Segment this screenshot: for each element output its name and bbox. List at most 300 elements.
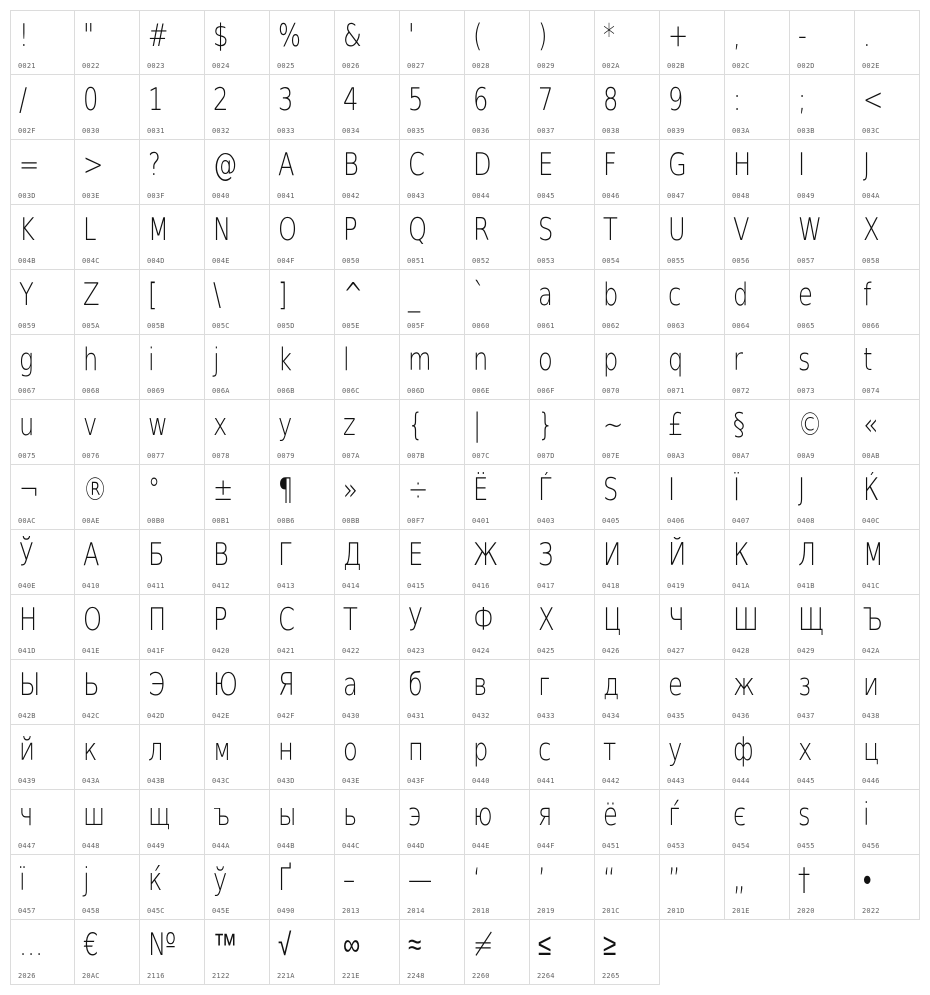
glyph-sample: 7: [538, 82, 554, 118]
glyph-codepoint-label: 0454: [732, 842, 750, 850]
glyph-codepoint-label: 0431: [407, 712, 425, 720]
glyph-cell: [465, 595, 530, 660]
glyph-sample: П: [148, 602, 167, 638]
glyph-cell: [400, 75, 465, 140]
glyph-codepoint-label: 044A: [212, 842, 230, 850]
glyph-codepoint-label: 044F: [537, 842, 555, 850]
glyph-cell: [660, 790, 725, 855]
glyph-codepoint-label: 0023: [147, 62, 165, 70]
glyph-sample: в: [473, 667, 488, 703]
glyph-sample: ё: [603, 797, 618, 833]
glyph-codepoint-label: 0455: [797, 842, 815, 850]
glyph-sample: %: [278, 18, 301, 54]
glyph-codepoint-label: 0079: [277, 452, 295, 460]
glyph-codepoint-label: 2122: [212, 972, 230, 980]
glyph-cell: [465, 660, 530, 725]
glyph-cell: [10, 335, 75, 400]
glyph-sample: ‘: [473, 862, 481, 898]
glyph-sample: R: [473, 212, 490, 248]
glyph-sample: ¬: [19, 472, 40, 508]
glyph-codepoint-label: 0046: [602, 192, 620, 200]
glyph-sample: e: [798, 277, 813, 313]
glyph-codepoint-label: 00B0: [147, 517, 165, 525]
glyph-cell: [725, 270, 790, 335]
glyph-cell: [75, 465, 140, 530]
glyph-cell: [855, 400, 920, 465]
glyph-codepoint-label: 007A: [342, 452, 360, 460]
glyph-sample: м: [213, 732, 232, 768]
glyph-sample: v: [83, 407, 98, 443]
glyph-codepoint-label: 006D: [407, 387, 425, 395]
glyph-sample: l: [343, 342, 350, 378]
glyph-sample: «: [863, 407, 878, 443]
glyph-codepoint-label: 0408: [797, 517, 815, 525]
glyph-sample: 3: [278, 82, 294, 118]
glyph-codepoint-label: 004C: [82, 257, 100, 265]
glyph-codepoint-label: 0425: [537, 647, 555, 655]
glyph-sample: E: [538, 147, 554, 183]
glyph-sample: ь: [343, 797, 358, 833]
glyph-codepoint-label: 0435: [667, 712, 685, 720]
glyph-cell: [140, 595, 205, 660]
glyph-sample: Q: [408, 212, 428, 248]
glyph-cell: [75, 140, 140, 205]
glyph-sample: ∞: [343, 927, 361, 963]
glyph-sample: S: [538, 212, 554, 248]
glyph-sample: у: [668, 732, 683, 768]
glyph-codepoint-label: 0035: [407, 127, 425, 135]
glyph-codepoint-label: 0048: [732, 192, 750, 200]
glyph-sample: Ў: [19, 537, 34, 573]
glyph-cell: [595, 205, 660, 270]
glyph-codepoint-label: 0068: [82, 387, 100, 395]
glyph-sample: 6: [473, 82, 489, 118]
glyph-codepoint-label: 005E: [342, 322, 360, 330]
glyph-cell: [790, 465, 855, 530]
glyph-codepoint-label: 00B6: [277, 517, 295, 525]
glyph-codepoint-label: 0021: [18, 62, 36, 70]
glyph-codepoint-label: 0056: [732, 257, 750, 265]
glyph-sample: ј: [83, 862, 90, 898]
glyph-cell: [205, 400, 270, 465]
glyph-codepoint-label: 0057: [797, 257, 815, 265]
glyph-cell: [10, 660, 75, 725]
glyph-sample: „: [733, 862, 746, 898]
glyph-codepoint-label: 043B: [147, 777, 165, 785]
glyph-cell: [335, 790, 400, 855]
glyph-sample: g: [19, 342, 34, 378]
glyph-codepoint-label: 201E: [732, 907, 750, 915]
glyph-sample: У: [408, 602, 423, 638]
glyph-codepoint-label: 0026: [342, 62, 360, 70]
glyph-codepoint-label: 006E: [472, 387, 490, 395]
glyph-codepoint-label: 041E: [82, 647, 100, 655]
glyph-sample: z: [343, 407, 356, 443]
glyph-codepoint-label: 002D: [797, 62, 815, 70]
glyph-sample: З: [538, 537, 554, 573]
glyph-codepoint-label: 0051: [407, 257, 425, 265]
glyph-cell: [790, 10, 855, 75]
glyph-cell: [660, 400, 725, 465]
glyph-sample: Г: [278, 537, 292, 573]
glyph-codepoint-label: 0039: [667, 127, 685, 135]
glyph-codepoint-label: 004A: [862, 192, 880, 200]
glyph-cell: [855, 75, 920, 140]
glyph-codepoint-label: 0034: [342, 127, 360, 135]
glyph-sample: а: [343, 667, 358, 703]
glyph-codepoint-label: 0025: [277, 62, 295, 70]
glyph-sample: ’: [538, 862, 546, 898]
glyph-sample: +: [668, 18, 689, 54]
glyph-cell: [725, 465, 790, 530]
glyph-cell: [855, 140, 920, 205]
glyph-sample: Ј: [798, 472, 806, 508]
glyph-sample: !: [19, 18, 29, 54]
glyph-cell: [660, 465, 725, 530]
glyph-cell: [465, 205, 530, 270]
glyph-codepoint-label: 005D: [277, 322, 295, 330]
glyph-codepoint-label: 0022: [82, 62, 100, 70]
glyph-sample: =: [19, 147, 40, 183]
glyph-cell: [530, 790, 595, 855]
glyph-sample: є: [733, 797, 747, 833]
glyph-codepoint-label: 004F: [277, 257, 295, 265]
glyph-codepoint-label: 221E: [342, 972, 360, 980]
glyph-codepoint-label: 006A: [212, 387, 230, 395]
glyph-cell: [335, 270, 400, 335]
glyph-cell: [270, 530, 335, 595]
glyph-sample: ,: [733, 18, 741, 54]
glyph-cell: [725, 10, 790, 75]
glyph-codepoint-label: 043D: [277, 777, 295, 785]
glyph-cell: [400, 465, 465, 530]
glyph-codepoint-label: 002E: [862, 62, 880, 70]
glyph-cell: [270, 790, 335, 855]
glyph-cell: [75, 205, 140, 270]
glyph-sample: n: [473, 342, 489, 378]
glyph-sample: ): [538, 18, 548, 54]
glyph-cell: [530, 10, 595, 75]
glyph-codepoint-label: 0040: [212, 192, 230, 200]
glyph-cell: [335, 400, 400, 465]
glyph-codepoint-label: 0411: [147, 582, 165, 590]
glyph-codepoint-label: 0053: [537, 257, 555, 265]
glyph-sample: б: [408, 667, 423, 703]
glyph-cell: [270, 10, 335, 75]
glyph-sample: •: [863, 862, 872, 898]
glyph-cell: [10, 530, 75, 595]
glyph-codepoint-label: 0058: [862, 257, 880, 265]
glyph-codepoint-label: 0451: [602, 842, 620, 850]
glyph-sample: Ы: [19, 667, 41, 703]
glyph-cell: [465, 400, 530, 465]
glyph-sample: М: [863, 537, 884, 573]
glyph-codepoint-label: 005A: [82, 322, 100, 330]
glyph-cell: [205, 10, 270, 75]
glyph-cell: [10, 270, 75, 335]
glyph-sample: y: [278, 407, 293, 443]
glyph-sample: Ъ: [863, 602, 884, 638]
glyph-cell: [530, 205, 595, 270]
glyph-codepoint-label: 00B1: [212, 517, 230, 525]
glyph-cell: [270, 855, 335, 920]
glyph-cell: [10, 920, 75, 985]
glyph-sample: ~: [603, 407, 624, 443]
glyph-codepoint-label: 0401: [472, 517, 490, 525]
glyph-codepoint-label: 0422: [342, 647, 360, 655]
glyph-sample: #: [148, 18, 169, 54]
glyph-codepoint-label: 0434: [602, 712, 620, 720]
glyph-sample: d: [733, 277, 749, 313]
glyph-sample: і: [863, 797, 870, 833]
glyph-cell: [10, 10, 75, 75]
glyph-codepoint-label: 0414: [342, 582, 360, 590]
glyph-codepoint-label: 0446: [862, 777, 880, 785]
glyph-codepoint-label: 00AE: [82, 517, 100, 525]
glyph-sample: J: [863, 147, 871, 183]
glyph-cell: [140, 270, 205, 335]
glyph-codepoint-label: 0073: [797, 387, 815, 395]
glyph-cell: [140, 465, 205, 530]
glyph-cell: [335, 725, 400, 790]
glyph-cell: [75, 335, 140, 400]
glyph-cell: [790, 595, 855, 660]
glyph-codepoint-label: 20AC: [82, 972, 100, 980]
glyph-codepoint-label: 0028: [472, 62, 490, 70]
glyph-codepoint-label: 0457: [18, 907, 36, 915]
glyph-sample: Ш: [733, 602, 759, 638]
glyph-cell: [725, 400, 790, 465]
glyph-codepoint-label: 007C: [472, 452, 490, 460]
glyph-codepoint-label: 2026: [18, 972, 36, 980]
glyph-cell: [140, 790, 205, 855]
glyph-sample: н: [278, 732, 294, 768]
glyph-cell: [205, 595, 270, 660]
glyph-cell: [75, 400, 140, 465]
glyph-codepoint-label: 042F: [277, 712, 295, 720]
glyph-sample: ≈: [408, 927, 422, 963]
glyph-sample: f: [863, 277, 872, 313]
glyph-codepoint-label: 0426: [602, 647, 620, 655]
glyph-cell: [400, 140, 465, 205]
glyph-sample: №: [148, 927, 177, 963]
glyph-codepoint-label: 0415: [407, 582, 425, 590]
glyph-cell: [725, 660, 790, 725]
glyph-cell: [660, 335, 725, 400]
glyph-codepoint-label: 0417: [537, 582, 555, 590]
glyph-cell: [205, 790, 270, 855]
glyph-sample: И: [603, 537, 622, 573]
glyph-codepoint-label: 0045: [537, 192, 555, 200]
glyph-sample: п: [408, 732, 424, 768]
glyph-cell: [75, 270, 140, 335]
glyph-codepoint-label: 201C: [602, 907, 620, 915]
glyph-sample: В: [213, 537, 229, 573]
glyph-sample: ш: [83, 797, 106, 833]
glyph-codepoint-label: 0453: [667, 842, 685, 850]
glyph-sample: й: [19, 732, 35, 768]
glyph-sample: 8: [603, 82, 619, 118]
glyph-cell: [725, 790, 790, 855]
glyph-codepoint-label: 00A9: [797, 452, 815, 460]
glyph-codepoint-label: 0078: [212, 452, 230, 460]
glyph-cell: [10, 790, 75, 855]
glyph-codepoint-label: 040C: [862, 517, 880, 525]
glyph-cell: [725, 140, 790, 205]
glyph-sample: j: [213, 342, 220, 378]
glyph-sample: &: [343, 18, 362, 54]
glyph-sample: ": [83, 18, 95, 54]
glyph-codepoint-label: 0410: [82, 582, 100, 590]
glyph-sample: I: [798, 147, 806, 183]
glyph-cell: [10, 205, 75, 270]
glyph-sample: ¶: [278, 472, 294, 508]
glyph-sample: Щ: [798, 602, 825, 638]
glyph-sample: T: [603, 212, 618, 248]
glyph-codepoint-label: 044C: [342, 842, 360, 850]
glyph-cell: [465, 270, 530, 335]
glyph-cell: [660, 270, 725, 335]
glyph-cell: [530, 855, 595, 920]
glyph-cell: [530, 920, 595, 985]
glyph-codepoint-label: 043C: [212, 777, 230, 785]
glyph-sample: p: [603, 342, 619, 378]
glyph-cell: [595, 920, 660, 985]
glyph-sample: Ю: [213, 667, 238, 703]
glyph-codepoint-label: 006F: [537, 387, 555, 395]
glyph-codepoint-label: 0059: [18, 322, 36, 330]
glyph-sample: Т: [343, 602, 358, 638]
glyph-cell: [790, 140, 855, 205]
glyph-cell: [140, 725, 205, 790]
glyph-sample: ќ: [148, 862, 163, 898]
glyph-sample: ?: [148, 147, 161, 183]
glyph-cell: [140, 660, 205, 725]
glyph-codepoint-label: 0064: [732, 322, 750, 330]
glyph-cell: [400, 270, 465, 335]
glyph-codepoint-label: 2265: [602, 972, 620, 980]
glyph-sample: o: [538, 342, 553, 378]
glyph-codepoint-label: 0444: [732, 777, 750, 785]
glyph-cell: [595, 855, 660, 920]
glyph-codepoint-label: 0075: [18, 452, 36, 460]
glyph-codepoint-label: 0406: [667, 517, 685, 525]
glyph-codepoint-label: 0060: [472, 322, 490, 330]
glyph-codepoint-label: 041C: [862, 582, 880, 590]
glyph-sample: K: [19, 212, 35, 248]
glyph-codepoint-label: 0032: [212, 127, 230, 135]
glyph-cell: [790, 660, 855, 725]
glyph-cell: [205, 725, 270, 790]
glyph-cell: [465, 725, 530, 790]
glyph-cell: [595, 790, 660, 855]
glyph-codepoint-label: 00AC: [18, 517, 36, 525]
glyph-codepoint-label: 201D: [667, 907, 685, 915]
glyph-sample: †: [798, 862, 811, 898]
glyph-cell: [75, 855, 140, 920]
glyph-sample: G: [668, 147, 687, 183]
glyph-cell: [595, 140, 660, 205]
glyph-codepoint-label: 002F: [18, 127, 36, 135]
glyph-codepoint-label: 041D: [18, 647, 36, 655]
glyph-codepoint-label: 044E: [472, 842, 490, 850]
glyph-cell: [140, 855, 205, 920]
glyph-cell: [595, 465, 660, 530]
glyph-sample: ': [408, 18, 415, 54]
glyph-codepoint-label: 0439: [18, 777, 36, 785]
glyph-codepoint-label: 2013: [342, 907, 360, 915]
glyph-codepoint-label: 0442: [602, 777, 620, 785]
glyph-codepoint-label: 006C: [342, 387, 360, 395]
glyph-sample: ®: [83, 472, 108, 508]
glyph-cell: [140, 920, 205, 985]
glyph-codepoint-label: 0403: [537, 517, 555, 525]
glyph-codepoint-label: 2248: [407, 972, 425, 980]
glyph-cell: [595, 335, 660, 400]
glyph-sample: ^: [343, 277, 364, 313]
glyph-sample: ц: [863, 732, 880, 768]
glyph-sample: ≤: [538, 927, 552, 963]
glyph-codepoint-label: 2116: [147, 972, 165, 980]
glyph-sample: ѓ: [668, 797, 680, 833]
glyph-sample: A: [278, 147, 295, 183]
glyph-cell: [530, 270, 595, 335]
glyph-cell: [75, 595, 140, 660]
glyph-cell: [660, 140, 725, 205]
glyph-sample: »: [343, 472, 358, 508]
glyph-sample: :: [733, 82, 742, 118]
glyph-sample: –: [343, 862, 356, 898]
glyph-sample: O: [278, 212, 298, 248]
glyph-cell: [855, 660, 920, 725]
glyph-codepoint-label: 0418: [602, 582, 620, 590]
glyph-sample: Ї: [733, 472, 741, 508]
glyph-codepoint-label: 0030: [82, 127, 100, 135]
glyph-codepoint-label: 0438: [862, 712, 880, 720]
glyph-sample: Ѓ: [538, 472, 552, 508]
glyph-codepoint-label: 0420: [212, 647, 230, 655]
glyph-cell: [400, 725, 465, 790]
glyph-codepoint-label: 2018: [472, 907, 490, 915]
glyph-cell: [465, 75, 530, 140]
glyph-cell: [75, 725, 140, 790]
glyph-cell: [400, 595, 465, 660]
glyph-sample: L: [83, 212, 97, 248]
glyph-cell: [335, 75, 400, 140]
glyph-cell: [725, 530, 790, 595]
glyph-cell: [530, 335, 595, 400]
glyph-cell: [530, 140, 595, 205]
glyph-codepoint-label: 0049: [797, 192, 815, 200]
glyph-cell: [855, 790, 920, 855]
glyph-codepoint-label: 0063: [667, 322, 685, 330]
glyph-sample: Е: [408, 537, 424, 573]
glyph-sample: ѕ: [798, 797, 811, 833]
glyph-codepoint-label: 005F: [407, 322, 425, 330]
glyph-cell: [10, 75, 75, 140]
glyph-cell: [75, 920, 140, 985]
glyph-codepoint-label: 002A: [602, 62, 620, 70]
glyph-cell: [530, 400, 595, 465]
glyph-cell: [400, 855, 465, 920]
glyph-codepoint-label: 0061: [537, 322, 555, 330]
glyph-sample: $: [213, 18, 229, 54]
glyph-sample: c: [668, 277, 682, 313]
glyph-codepoint-label: 0412: [212, 582, 230, 590]
glyph-codepoint-label: 2264: [537, 972, 555, 980]
glyph-cell: [400, 205, 465, 270]
glyph-sample: Х: [538, 602, 555, 638]
